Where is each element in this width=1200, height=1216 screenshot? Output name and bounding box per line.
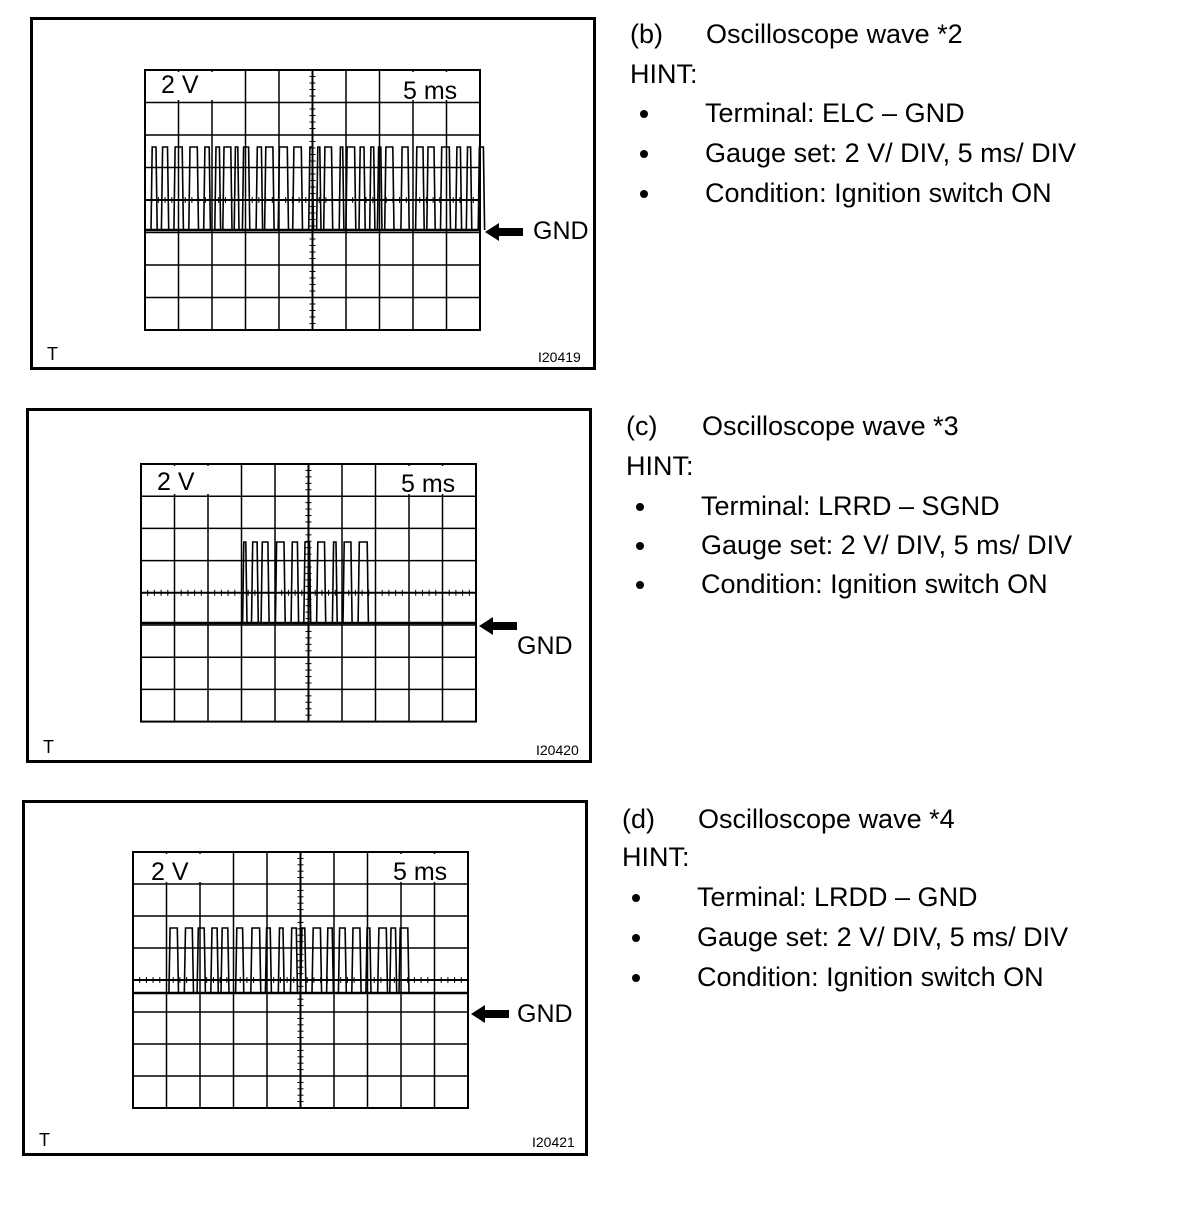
corner-t-label: T bbox=[43, 737, 54, 757]
volt-div-label: 2 V bbox=[151, 858, 189, 886]
scope-screen-b bbox=[33, 20, 599, 373]
volt-div-label: 2 V bbox=[161, 71, 199, 99]
volt-div-label: 2 V bbox=[157, 468, 195, 496]
graticule bbox=[133, 852, 509, 1108]
gnd-label: GND bbox=[517, 1000, 573, 1028]
gnd-arrow-icon bbox=[471, 1005, 509, 1023]
corner-t-label: T bbox=[47, 344, 58, 364]
scope-screen-c bbox=[29, 411, 595, 766]
bullet-dot-icon bbox=[640, 150, 648, 158]
bullet-text: Condition: Ignition switch ON bbox=[705, 178, 1052, 208]
section-title-text: Oscilloscope wave *4 bbox=[698, 804, 955, 834]
scope-screen-d bbox=[25, 803, 591, 1159]
corner-t-label: T bbox=[39, 1130, 50, 1150]
section-title bbox=[626, 413, 959, 440]
gnd-label: GND bbox=[533, 217, 589, 245]
section-title bbox=[630, 21, 963, 48]
bullet-text: Gauge set: 2 V/ DIV, 5 ms/ DIV bbox=[697, 922, 1069, 952]
scope-figure-c bbox=[26, 408, 592, 763]
gnd-arrow-icon bbox=[485, 223, 523, 241]
section-b-text bbox=[630, 21, 1190, 221]
section-letter: (c) bbox=[626, 411, 658, 441]
bullet-text: Condition: Ignition switch ON bbox=[701, 569, 1048, 599]
section-letter: (d) bbox=[622, 804, 655, 834]
bullet-dot-icon bbox=[640, 110, 648, 118]
gnd-arrow-icon bbox=[479, 617, 517, 635]
bullet-dot-icon bbox=[632, 894, 640, 902]
time-div-label: 5 ms bbox=[393, 858, 448, 886]
hint-label: HINT: bbox=[626, 451, 694, 481]
figure-id: I20421 bbox=[532, 1134, 575, 1150]
scope-figure-d bbox=[22, 800, 588, 1156]
gnd-label: GND bbox=[517, 632, 573, 660]
section-letter: (b) bbox=[630, 19, 663, 49]
figure-id: I20420 bbox=[536, 742, 579, 758]
bullet-text: Terminal: LRDD – GND bbox=[697, 882, 978, 912]
bullet-text: Terminal: ELC – GND bbox=[705, 98, 965, 128]
section-title-text: Oscilloscope wave *3 bbox=[702, 411, 959, 441]
time-div-label: 5 ms bbox=[403, 77, 458, 105]
bullet-dot-icon bbox=[636, 542, 644, 550]
signal-trace bbox=[237, 542, 368, 623]
bullet-dot-icon bbox=[632, 934, 640, 942]
figure-id: I20419 bbox=[538, 349, 581, 365]
hint-label: HINT: bbox=[622, 842, 690, 872]
time-div-label: 5 ms bbox=[401, 470, 456, 498]
bullet-text: Condition: Ignition switch ON bbox=[697, 962, 1044, 992]
bullet-dot-icon bbox=[632, 974, 640, 982]
bullet-dot-icon bbox=[636, 581, 644, 589]
graticule bbox=[141, 464, 517, 722]
section-d-text bbox=[622, 806, 1182, 1006]
section-title bbox=[622, 806, 955, 833]
bullet-text: Terminal: LRRD – SGND bbox=[701, 491, 1000, 521]
bullet-dot-icon bbox=[640, 190, 648, 198]
hint-label: HINT: bbox=[630, 59, 698, 89]
scope-figure-b bbox=[30, 17, 596, 370]
graticule bbox=[145, 70, 523, 330]
bullet-dot-icon bbox=[636, 503, 644, 511]
section-c-text bbox=[626, 413, 1186, 613]
section-title-text: Oscilloscope wave *2 bbox=[706, 19, 963, 49]
signal-trace bbox=[147, 147, 485, 230]
bullet-text: Gauge set: 2 V/ DIV, 5 ms/ DIV bbox=[705, 138, 1077, 168]
bullet-text: Gauge set: 2 V/ DIV, 5 ms/ DIV bbox=[701, 530, 1073, 560]
